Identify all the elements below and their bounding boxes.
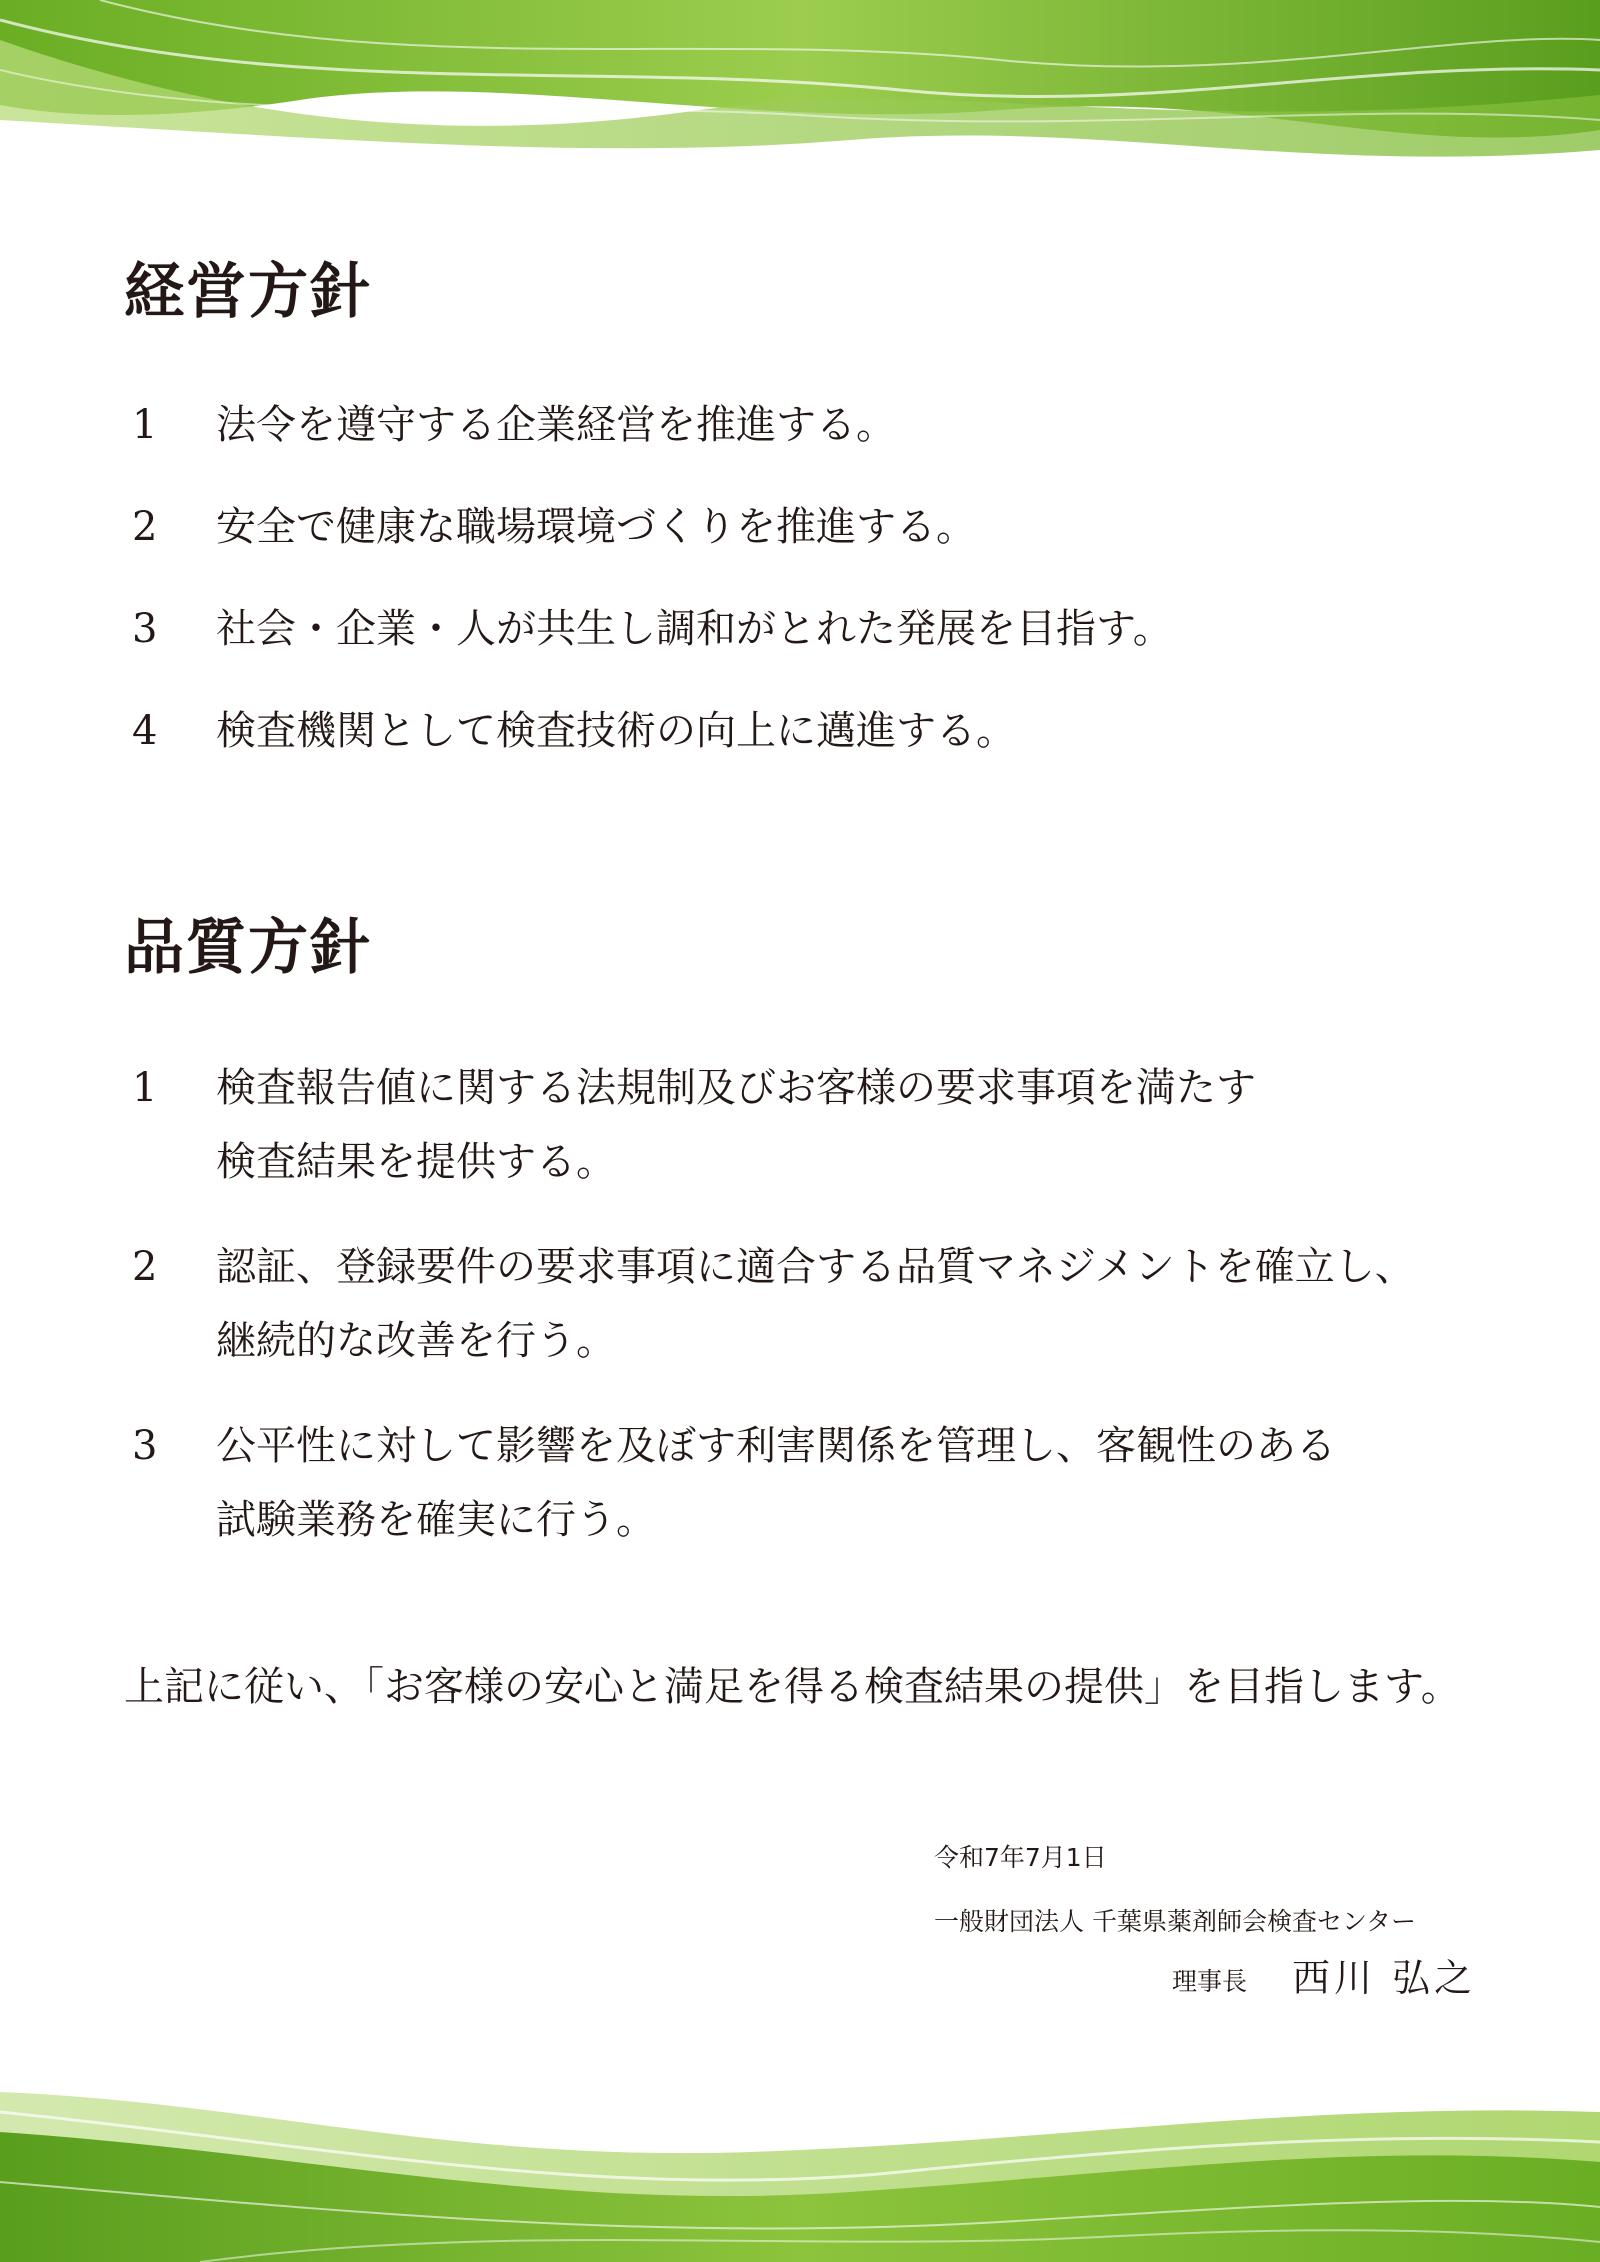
signature-title: 理事長 [1172, 1967, 1248, 1996]
item-number: 4 [132, 708, 158, 754]
management-policy-item [132, 490, 1512, 564]
item-text: 検査機関として検査技術の向上に邁進する。 [216, 708, 1016, 754]
item-text: 社会・企業・人が共生し調和がとれた発展を目指す。 [216, 606, 1173, 652]
item-text [216, 1409, 1512, 1557]
quality-policy-item [132, 1230, 1512, 1378]
item-number: 1 [132, 402, 158, 448]
item-number: 1 [132, 1065, 158, 1111]
quality-policy-item [132, 1051, 1512, 1199]
management-policy-item [132, 694, 1512, 768]
item-text-line: 公平性に対して影響を及ぼす利害関係を管理し、客観性のある [216, 1423, 1336, 1469]
management-policy-item [132, 592, 1512, 666]
item-text-line: 継続的な改善を行う。 [216, 1318, 616, 1364]
item-number: 3 [132, 606, 158, 652]
item-text [216, 1230, 1512, 1378]
item-text-line: 認証、登録要件の要求事項に適合する品質マネジメントを確立し、 [216, 1244, 1415, 1290]
item-text-line: 試験業務を確実に行う。 [216, 1497, 656, 1543]
item-text-line: 検査報告値に関する法規制及びお客様の要求事項を満たす [216, 1065, 1256, 1111]
quality-policy-title: 品質方針 [124, 913, 372, 983]
item-text-line: 検査結果を提供する。 [216, 1139, 616, 1185]
item-text: 法令を遵守する企業経営を推進する。 [216, 402, 896, 448]
item-text: 安全で健康な職場環境づくりを推進する。 [216, 504, 976, 550]
management-policy-item [132, 388, 1512, 462]
closing-statement: 上記に従い、「お客様の安心と満足を得る検査結果の提供」を目指します。 [124, 1664, 1461, 1710]
item-number: 2 [132, 504, 158, 550]
signature-date: 令和7年7月1日 [934, 1843, 1107, 1872]
quality-policy-item [132, 1409, 1512, 1557]
item-text [216, 1051, 1512, 1199]
signature-name: 西川 弘之 [1292, 1956, 1477, 2000]
item-number: 3 [132, 1423, 158, 1469]
item-number: 2 [132, 1244, 158, 1290]
management-policy-title: 経営方針 [124, 257, 372, 327]
signature-organization: 一般財団法人 千葉県薬剤師会検査センター [934, 1907, 1416, 1936]
